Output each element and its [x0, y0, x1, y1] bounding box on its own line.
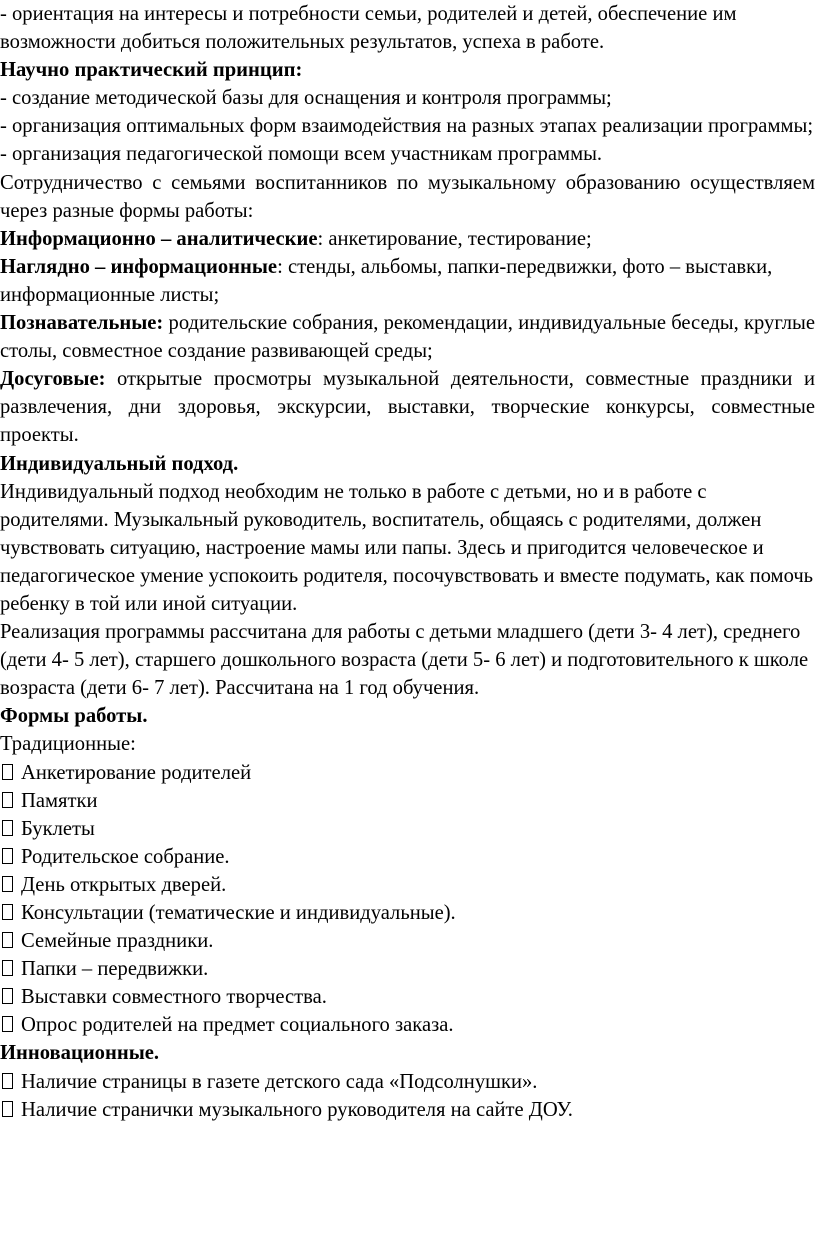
list-item	[0, 843, 815, 871]
form-text: родительские собрания, рекомендации, индивидуальные беседы, круглые столы, совместное создание развивающей среды;	[0, 312, 815, 363]
list-item	[0, 1068, 815, 1096]
list-item-text: Семейные праздники.	[21, 930, 214, 953]
square-bullet-icon	[2, 820, 13, 836]
form-text: открытые просмотры музыкальной деятельности, совместные праздники и развлечения, дни здоровья, экскурсии, выставки, творческие конкурсы, совместные проекты.	[0, 368, 815, 447]
list-item	[0, 927, 815, 955]
individual-heading: Индивидуальный подход.	[0, 452, 239, 475]
list-item-text: Буклеты	[21, 817, 95, 840]
form-text: : стенды, альбомы, папки-передвижки, фото – выставки, информационные листы;	[0, 255, 773, 306]
square-bullet-icon	[2, 848, 13, 864]
scientific-item: - организация оптимальных форм взаимодействия на разных этапах реализации программы;	[0, 115, 814, 138]
square-bullet-icon	[2, 876, 13, 892]
implementation-paragraph: Реализация программы рассчитана для работы с детьми младшего (дети 3- 4 лет), среднего (дети 4- 5 лет), старшего дошкольного возраста (дети 5- 6 лет) и подготовительного к школе возраста (дети 6- 7 лет). Рассчитана на 1 год обучения.	[0, 621, 809, 700]
individual-paragraph: Индивидуальный подход необходим не только в работе с детьми, но и в работе с родителями. Музыкальный руководитель, воспитатель, общаясь с родителями, должен чувствовать ситуацию, настроение мамы или папы. Здесь и пригодится человеческое и педагогическое умение успокоить родителя, посочувствовать и вместе подумать, как помочь ребенку в той или иной ситуации.	[0, 480, 814, 615]
list-item-text: Консультации (тематические и индивидуальные).	[21, 902, 456, 924]
scientific-heading: Научно практический принцип:	[0, 59, 303, 82]
form-label: Информационно – аналитические	[0, 227, 318, 250]
square-bullet-icon	[2, 932, 13, 948]
list-item-text: Родительское собрание.	[21, 845, 230, 868]
form-label: Наглядно – информационные	[0, 255, 278, 278]
square-bullet-icon	[2, 1101, 13, 1117]
square-bullet-icon	[2, 960, 13, 976]
list-item-text: Выставки совместного творчества.	[21, 986, 327, 1009]
scientific-item: - организация педагогической помощи всем участникам программы.	[0, 143, 603, 166]
list-item-text: Памятки	[21, 789, 98, 812]
cooperation-paragraph: Сотрудничество с семьями воспитанников по музыкальному образованию осуществляем через разные формы работы:	[0, 171, 815, 222]
list-item	[0, 983, 815, 1011]
list-item	[0, 1096, 815, 1124]
list-item-text: Папки – передвижки.	[21, 958, 209, 981]
scientific-item: - создание методической базы для оснащения и контроля программы;	[0, 87, 612, 110]
traditional-label: Традиционные:	[0, 733, 136, 756]
square-bullet-icon	[2, 904, 13, 920]
form-visual-info	[0, 253, 815, 309]
list-item	[0, 787, 815, 815]
square-bullet-icon	[2, 988, 13, 1004]
form-label: Познавательные:	[0, 312, 164, 335]
list-item	[0, 899, 815, 927]
intro-paragraph: - ориентация на интересы и потребности семьи, родителей и детей, обеспечение им возможности добиться положительных результатов, успеха в работе.	[0, 3, 737, 54]
form-cognitive	[0, 309, 815, 365]
square-bullet-icon	[2, 792, 13, 808]
form-label: Досуговые:	[0, 368, 106, 391]
list-item	[0, 955, 815, 983]
square-bullet-icon	[2, 1016, 13, 1032]
innovative-label: Инновационные.	[0, 1042, 160, 1065]
list-item	[0, 815, 815, 843]
form-leisure	[0, 365, 815, 449]
square-bullet-icon	[2, 1073, 13, 1089]
list-item	[0, 871, 815, 899]
form-text: : анкетирование, тестирование;	[317, 227, 592, 250]
list-item	[0, 1011, 815, 1039]
work-forms-heading: Формы работы.	[0, 705, 148, 728]
list-item-text: Наличие странички музыкального руководителя на сайте ДОУ.	[21, 1098, 573, 1121]
list-item-text: Опрос родителей на предмет социального заказа.	[21, 1014, 454, 1037]
square-bullet-icon	[2, 764, 13, 780]
list-item-text: День открытых дверей.	[21, 873, 227, 896]
list-item	[0, 759, 815, 787]
list-item-text: Наличие страницы в газете детского сада «Подсолнушки».	[21, 1070, 538, 1093]
form-info-analytic	[0, 225, 815, 253]
list-item-text: Анкетирование родителей	[21, 761, 252, 784]
